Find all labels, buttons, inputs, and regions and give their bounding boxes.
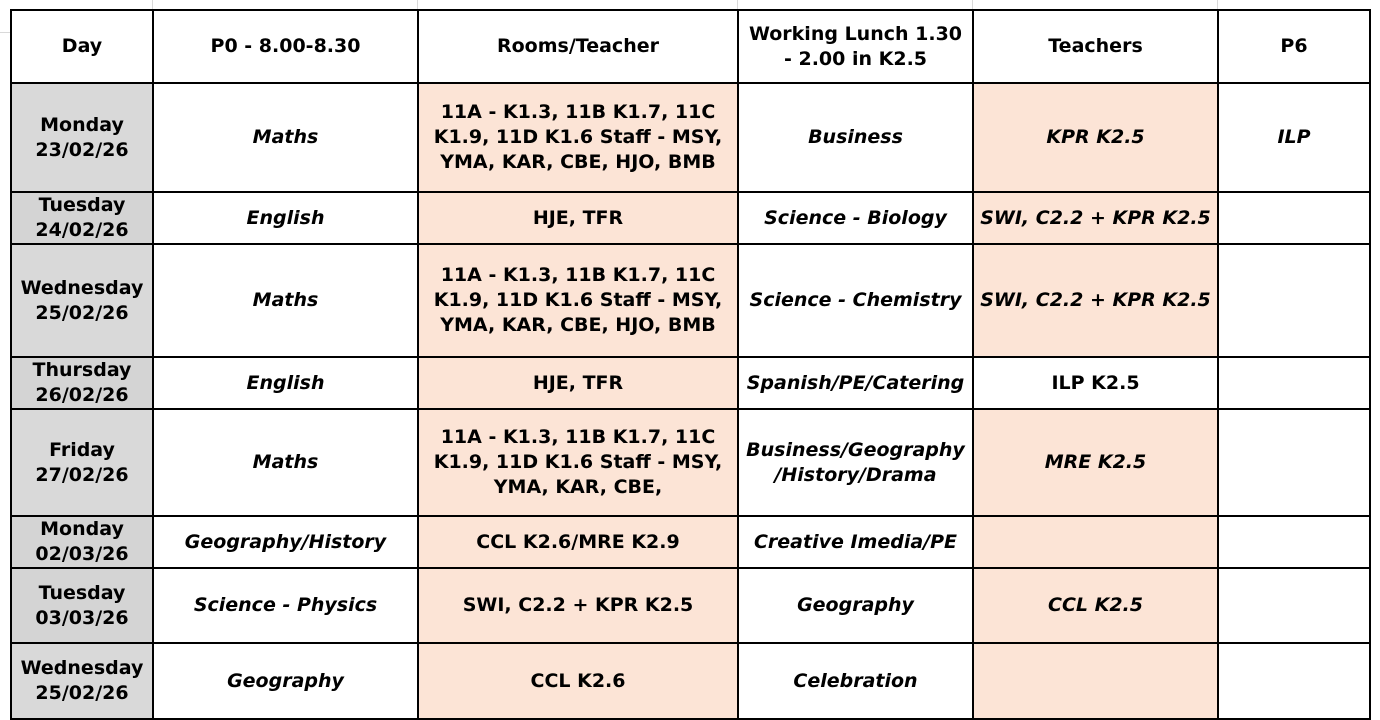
rooms-teacher-cell[interactable]: CCL K2.6/MRE K2.9	[418, 516, 738, 568]
table-row	[11, 83, 1370, 192]
p0-subject-cell[interactable]: Science - Physics	[153, 568, 418, 643]
day-date: 26/02/26	[35, 384, 129, 406]
timetable	[10, 9, 1371, 720]
rooms-teacher-cell[interactable]: 11A - K1.3, 11B K1.7, 11C K1.9, 11D K1.6 Staff - MSY, YMA, KAR, CBE, HJO, BMB	[418, 244, 738, 357]
p0-subject-cell[interactable]: Maths	[153, 244, 418, 357]
day-name: Monday	[40, 113, 124, 136]
p0-subject-cell[interactable]: Maths	[153, 409, 418, 516]
day-cell[interactable]	[11, 192, 153, 244]
day-date: 02/03/26	[35, 543, 129, 565]
teachers-cell[interactable]: SWI, C2.2 + KPR K2.5	[973, 192, 1218, 244]
teachers-cell[interactable]: CCL K2.5	[973, 568, 1218, 643]
teachers-cell[interactable]: SWI, C2.2 + KPR K2.5	[973, 244, 1218, 357]
day-cell[interactable]	[11, 643, 153, 719]
day-date: 27/02/26	[35, 463, 129, 486]
header-day[interactable]: Day	[11, 10, 153, 83]
rooms-teacher-cell[interactable]: SWI, C2.2 + KPR K2.5	[418, 568, 738, 643]
p0-subject-cell[interactable]: Geography/History	[153, 516, 418, 568]
p6-cell[interactable]	[1218, 244, 1370, 357]
day-cell[interactable]	[11, 244, 153, 357]
gridline	[0, 32, 10, 33]
rooms-teacher-cell[interactable]: HJE, TFR	[418, 192, 738, 244]
teachers-cell[interactable]: ILP K2.5	[973, 357, 1218, 409]
lunch-subject-cell[interactable]: Creative Imedia/PE	[738, 516, 973, 568]
table-row	[11, 192, 1370, 244]
header-working-lunch[interactable]: Working Lunch 1.30 - 2.00 in K2.5	[738, 10, 973, 83]
lunch-subject-cell[interactable]: Spanish/PE/Catering	[738, 357, 973, 409]
lunch-subject-cell[interactable]: Celebration	[738, 643, 973, 719]
p6-cell[interactable]	[1218, 192, 1370, 244]
p6-cell[interactable]	[1218, 643, 1370, 719]
day-date: 03/03/26	[35, 606, 129, 629]
day-date: 24/02/26	[35, 219, 129, 241]
day-cell[interactable]	[11, 568, 153, 643]
p0-subject-cell[interactable]: Geography	[153, 643, 418, 719]
rooms-teacher-cell[interactable]: CCL K2.6	[418, 643, 738, 719]
table-row	[11, 409, 1370, 516]
table-row	[11, 357, 1370, 409]
day-name: Tuesday	[38, 581, 126, 604]
header-teachers[interactable]: Teachers	[973, 10, 1218, 83]
day-name: Wednesday	[20, 276, 144, 299]
header-p0[interactable]: P0 - 8.00-8.30	[153, 10, 418, 83]
teachers-cell[interactable]	[973, 643, 1218, 719]
day-date: 23/02/26	[35, 138, 129, 161]
lunch-subject-cell[interactable]: Science - Chemistry	[738, 244, 973, 357]
header-row	[11, 10, 1370, 83]
table-row	[11, 643, 1370, 719]
p6-cell[interactable]	[1218, 409, 1370, 516]
table-row	[11, 244, 1370, 357]
teachers-cell[interactable]: MRE K2.5	[973, 409, 1218, 516]
p6-cell[interactable]	[1218, 568, 1370, 643]
day-cell[interactable]	[11, 357, 153, 409]
lunch-subject-cell[interactable]: Geography	[738, 568, 973, 643]
day-name: Tuesday	[38, 194, 126, 216]
teachers-cell[interactable]	[973, 516, 1218, 568]
day-name: Thursday	[32, 359, 132, 381]
teachers-cell[interactable]: KPR K2.5	[973, 83, 1218, 192]
lunch-subject-cell[interactable]: Business/Geography /History/Drama	[738, 409, 973, 516]
day-cell[interactable]	[11, 409, 153, 516]
p0-subject-cell[interactable]: Maths	[153, 83, 418, 192]
lunch-subject-cell[interactable]: Science - Biology	[738, 192, 973, 244]
header-p6[interactable]: P6	[1218, 10, 1370, 83]
header-rooms-teacher[interactable]: Rooms/Teacher	[418, 10, 738, 83]
rooms-teacher-cell[interactable]: HJE, TFR	[418, 357, 738, 409]
day-name: Monday	[40, 518, 124, 540]
p0-subject-cell[interactable]: English	[153, 357, 418, 409]
table-row	[11, 516, 1370, 568]
day-cell[interactable]	[11, 83, 153, 192]
table-row	[11, 568, 1370, 643]
day-name: Friday	[49, 438, 115, 461]
rooms-teacher-cell[interactable]: 11A - K1.3, 11B K1.7, 11C K1.9, 11D K1.6 Staff - MSY, YMA, KAR, CBE, HJO, BMB	[418, 83, 738, 192]
day-name: Wednesday	[20, 657, 144, 679]
lunch-subject-cell[interactable]: Business	[738, 83, 973, 192]
day-cell[interactable]	[11, 516, 153, 568]
rooms-teacher-cell[interactable]: 11A - K1.3, 11B K1.7, 11C K1.9, 11D K1.6 Staff - MSY, YMA, KAR, CBE,	[418, 409, 738, 516]
p6-cell[interactable]	[1218, 516, 1370, 568]
p0-subject-cell[interactable]: English	[153, 192, 418, 244]
p6-cell[interactable]	[1218, 357, 1370, 409]
p6-cell[interactable]: ILP	[1218, 83, 1370, 192]
day-date: 25/02/26	[35, 682, 129, 704]
day-date: 25/02/26	[35, 301, 129, 324]
